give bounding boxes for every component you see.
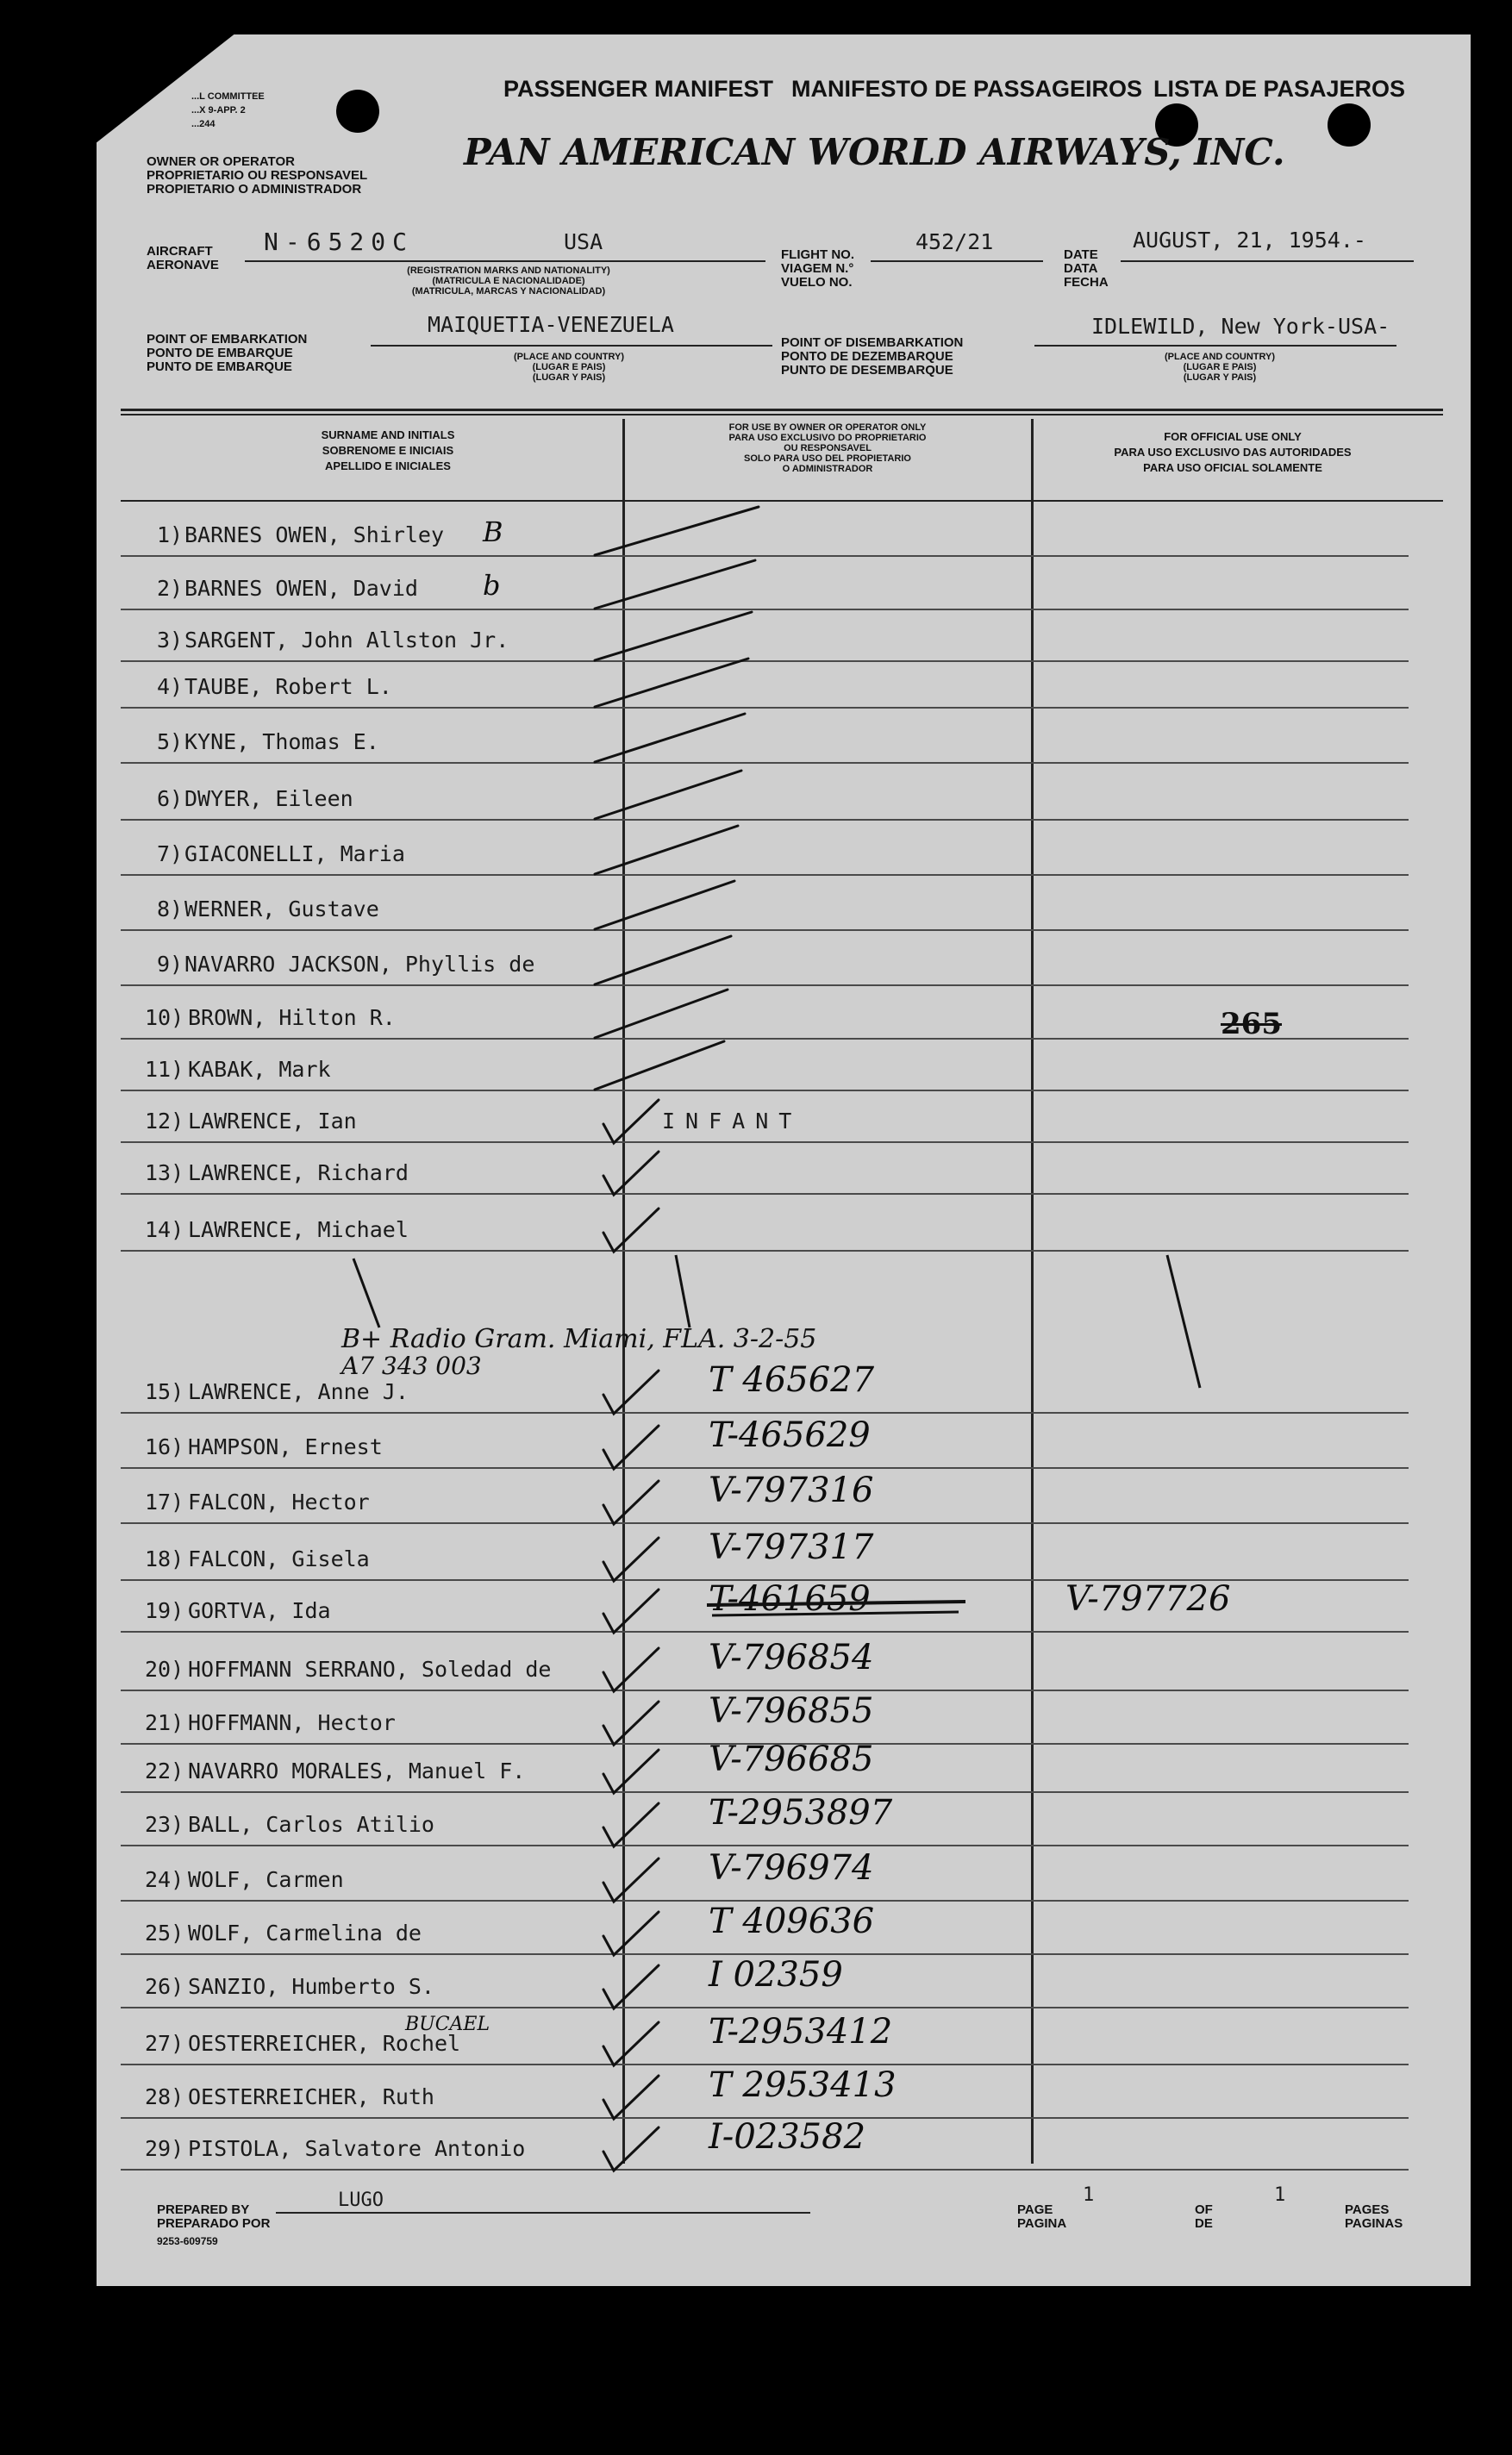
check-mark bbox=[603, 1750, 659, 1793]
title-es: LISTA DE PASAJEROS bbox=[1153, 76, 1406, 102]
check-mark bbox=[603, 1152, 659, 1195]
check-mark bbox=[603, 1912, 659, 1955]
passenger-number: 29) bbox=[145, 2136, 184, 2161]
official-entry: 265 bbox=[1221, 1007, 1282, 1041]
pen-stroke bbox=[676, 1255, 690, 1327]
strike-through bbox=[707, 1602, 965, 1605]
passport-number: I-023582 bbox=[709, 2117, 866, 2157]
check-mark bbox=[595, 771, 741, 819]
passenger-name: FALCON, Hector bbox=[188, 1490, 370, 1515]
passport-number: V-796854 bbox=[709, 1638, 874, 1677]
passenger-name: LAWRENCE, Richard bbox=[188, 1160, 409, 1185]
page-value: 1 bbox=[1083, 2184, 1095, 2206]
check-mark bbox=[595, 936, 731, 984]
passenger-name: FALCON, Gisela bbox=[188, 1546, 370, 1571]
passenger-number: 2) bbox=[157, 576, 184, 601]
check-mark bbox=[603, 1100, 659, 1143]
check-mark bbox=[595, 990, 728, 1038]
title-pt: MANIFESTO DE PASSAGEIROS bbox=[791, 76, 1143, 102]
radiogram-ref: A7 343 003 bbox=[341, 1352, 482, 1380]
aircraft-value: N-6520C bbox=[264, 228, 415, 256]
aircraft-label: AIRCRAFT AERONAVE bbox=[147, 244, 219, 272]
passenger-number: 23) bbox=[145, 1812, 184, 1837]
passenger-name: NAVARRO JACKSON, Phyllis de bbox=[184, 952, 535, 977]
passenger-name: LAWRENCE, Anne J. bbox=[188, 1379, 409, 1404]
passenger-number: 6) bbox=[157, 786, 184, 811]
official-entry: V-797726 bbox=[1065, 1579, 1231, 1619]
passenger-name: TAUBE, Robert L. bbox=[184, 674, 392, 699]
passenger-number: 20) bbox=[145, 1657, 184, 1682]
check-mark bbox=[603, 1858, 659, 1902]
passenger-name: BALL, Carlos Atilio bbox=[188, 1812, 434, 1837]
prepared-value: LUGO bbox=[338, 2190, 384, 2211]
passenger-number: 12) bbox=[145, 1109, 184, 1134]
passenger-name: SANZIO, Humberto S. bbox=[188, 1974, 434, 1999]
check-mark bbox=[595, 1041, 724, 1090]
check-mark bbox=[595, 826, 738, 874]
passenger-name: DWYER, Eileen bbox=[184, 786, 353, 811]
check-mark bbox=[603, 2022, 659, 2065]
passenger-name: HAMPSON, Ernest bbox=[188, 1434, 383, 1459]
handwritten-correction: b bbox=[483, 569, 501, 602]
passenger-name: WERNER, Gustave bbox=[184, 896, 379, 921]
passenger-name: WOLF, Carmelina de bbox=[188, 1921, 422, 1946]
handwritten-correction: BUCAEL bbox=[405, 2014, 490, 2035]
of-label: OF DE bbox=[1195, 2202, 1213, 2231]
check-mark bbox=[603, 1481, 659, 1524]
passport-number: T-461659 bbox=[709, 1579, 871, 1619]
passenger-name: BARNES OWEN, David bbox=[184, 576, 418, 601]
passenger-number: 21) bbox=[145, 1710, 184, 1735]
committee-stamp: ...L COMMITTEE ...X 9-APP. 2 ...244 bbox=[191, 91, 265, 129]
passenger-number: 11) bbox=[145, 1057, 184, 1082]
disembark-place-caption: (PLACE AND COUNTRY) (LUGAR E PAIS) (LUGAR Y PAIS) bbox=[1164, 352, 1276, 383]
check-mark bbox=[603, 1965, 659, 2008]
passenger-name: KABAK, Mark bbox=[188, 1057, 331, 1082]
disembark-label: POINT OF DISEMBARKATION PONTO DE DEZEMBARQUE PUNTO DE DESEMBARQUE bbox=[781, 335, 964, 378]
passport-number: T 409636 bbox=[709, 1902, 875, 1941]
pages-label: PAGES PAGINAS bbox=[1345, 2202, 1403, 2231]
passport-number: T-2953897 bbox=[709, 1793, 893, 1833]
passport-number: T-465629 bbox=[709, 1415, 871, 1455]
passenger-number: 16) bbox=[145, 1434, 184, 1459]
passenger-number: 8) bbox=[157, 896, 184, 921]
radiogram-note: B+ Radio Gram. Miami, FLA. 3-2-55 bbox=[341, 1324, 817, 1354]
column-header-official-use: FOR OFFICIAL USE ONLY PARA USO EXCLUSIVO DAS AUTORIDADES PARA USO OFICIAL SOLAMENTE bbox=[1114, 430, 1352, 474]
airline-logo-text: PAN AMERICAN WORLD AIRWAYS, INC. bbox=[464, 131, 1285, 173]
check-mark bbox=[603, 1538, 659, 1581]
embark-place-caption: (PLACE AND COUNTRY) (LUGAR E PAIS) (LUGAR Y PAIS) bbox=[513, 352, 625, 383]
passenger-number: 24) bbox=[145, 1867, 184, 1892]
check-mark bbox=[603, 1648, 659, 1691]
passport-number: V-796855 bbox=[709, 1691, 874, 1731]
flight-value: 452/21 bbox=[915, 229, 994, 254]
passenger-number: 14) bbox=[145, 1217, 184, 1242]
check-mark bbox=[595, 507, 759, 555]
date-value: AUGUST, 21, 1954.- bbox=[1133, 228, 1366, 253]
passenger-name: OESTERREICHER, Ruth bbox=[188, 2084, 434, 2109]
passport-number: V-796685 bbox=[709, 1740, 874, 1779]
passenger-number: 3) bbox=[157, 628, 184, 653]
registration-caption: (REGISTRATION MARKS AND NATIONALITY) (MATRICULA E NACIONALIDADE) (MATRICULA, MARCAS Y NACIONALIDAD) bbox=[407, 265, 610, 297]
column-header-owner-use: FOR USE BY OWNER OR OPERATOR ONLY PARA USO EXCLUSIVO DO PROPRIETARIO OU RESPONSAVEL SOLO PARA USO DEL PROPIETARIO O ADMINISTRADOR bbox=[728, 422, 927, 474]
passenger-name: LAWRENCE, Michael bbox=[188, 1217, 409, 1242]
passport-number: I 02359 bbox=[709, 1955, 843, 1995]
passenger-number: 26) bbox=[145, 1974, 184, 1999]
flight-label: FLIGHT NO. VIAGEM N.° VUELO NO. bbox=[781, 247, 854, 290]
check-mark bbox=[603, 2127, 659, 2171]
passenger-name: HOFFMANN, Hector bbox=[188, 1710, 396, 1735]
check-mark bbox=[595, 560, 755, 609]
check-mark bbox=[603, 2076, 659, 2119]
pen-stroke bbox=[353, 1259, 379, 1327]
passenger-name: OESTERREICHER, Rochel bbox=[188, 2031, 461, 2056]
passenger-number: 1) bbox=[157, 522, 184, 547]
check-mark bbox=[603, 1702, 659, 1745]
passenger-name: PISTOLA, Salvatore Antonio bbox=[188, 2136, 526, 2161]
passenger-number: 10) bbox=[145, 1005, 184, 1030]
passenger-name: NAVARRO MORALES, Manuel F. bbox=[188, 1758, 526, 1783]
embark-value: MAIQUETIA-VENEZUELA bbox=[428, 312, 674, 337]
passport-number: V-796974 bbox=[709, 1848, 874, 1888]
passenger-number: 28) bbox=[145, 2084, 184, 2109]
check-mark bbox=[595, 881, 734, 929]
passenger-name: BROWN, Hilton R. bbox=[188, 1005, 396, 1030]
passenger-name: SARGENT, John Allston Jr. bbox=[184, 628, 509, 653]
title-en: PASSENGER MANIFEST bbox=[503, 76, 774, 102]
passenger-number: 15) bbox=[145, 1379, 184, 1404]
passenger-number: 19) bbox=[145, 1598, 184, 1623]
passenger-name: BARNES OWEN, Shirley bbox=[184, 522, 445, 547]
check-mark bbox=[603, 1590, 659, 1633]
form-number: 9253-609759 bbox=[157, 2235, 218, 2247]
owner-label: OWNER OR OPERATOR PROPRIETARIO OU RESPONSAVEL PROPIETARIO O ADMINISTRADOR bbox=[147, 154, 368, 197]
passenger-name: GIACONELLI, Maria bbox=[184, 841, 405, 866]
strike-through bbox=[712, 1612, 959, 1615]
passenger-number: 7) bbox=[157, 841, 184, 866]
check-mark bbox=[603, 1371, 659, 1414]
check-mark bbox=[603, 1209, 659, 1252]
passenger-name: LAWRENCE, Ian bbox=[188, 1109, 357, 1134]
passenger-name: GORTVA, Ida bbox=[188, 1598, 331, 1623]
passenger-number: 4) bbox=[157, 674, 184, 699]
passenger-number: 13) bbox=[145, 1160, 184, 1185]
check-mark bbox=[603, 1803, 659, 1846]
check-mark bbox=[595, 659, 748, 707]
passport-number: INFANT bbox=[662, 1109, 803, 1134]
passenger-number: 5) bbox=[157, 729, 184, 754]
passport-number: T 2953413 bbox=[709, 2065, 897, 2105]
page-label: PAGE PAGINA bbox=[1017, 2202, 1067, 2231]
passenger-name: KYNE, Thomas E. bbox=[184, 729, 379, 754]
passenger-number: 22) bbox=[145, 1758, 184, 1783]
prepared-underline bbox=[276, 2212, 810, 2214]
date-label: DATE DATA FECHA bbox=[1064, 247, 1109, 290]
handwritten-correction: B bbox=[483, 515, 503, 548]
column-header-surname: SURNAME AND INITIALS SOBRENOME E INICIAIS APELLIDO E INICIALES bbox=[321, 428, 455, 472]
passport-number: T-2953412 bbox=[709, 2012, 893, 2052]
of-value: 1 bbox=[1274, 2184, 1286, 2206]
passenger-number: 18) bbox=[145, 1546, 184, 1571]
nationality-value: USA bbox=[564, 229, 603, 254]
passenger-name: HOFFMANN SERRANO, Soledad de bbox=[188, 1657, 552, 1682]
passport-number: V-797317 bbox=[709, 1527, 874, 1567]
pen-stroke bbox=[1167, 1255, 1200, 1388]
passport-number: T 465627 bbox=[709, 1360, 875, 1400]
disembark-value: IDLEWILD, New York-USA- bbox=[1091, 314, 1390, 339]
passenger-number: 17) bbox=[145, 1490, 184, 1515]
passport-number: V-797316 bbox=[709, 1471, 874, 1510]
passenger-name: WOLF, Carmen bbox=[188, 1867, 344, 1892]
embark-label: POINT OF EMBARKATION PONTO DE EMBARQUE PUNTO DE EMBARQUE bbox=[147, 332, 308, 374]
check-mark bbox=[595, 612, 752, 660]
prepared-label: PREPARED BY PREPARADO POR bbox=[157, 2202, 271, 2231]
check-mark bbox=[603, 1426, 659, 1469]
passenger-number: 25) bbox=[145, 1921, 184, 1946]
check-mark bbox=[595, 714, 745, 762]
passenger-number: 9) bbox=[157, 952, 184, 977]
passenger-number: 27) bbox=[145, 2031, 184, 2056]
